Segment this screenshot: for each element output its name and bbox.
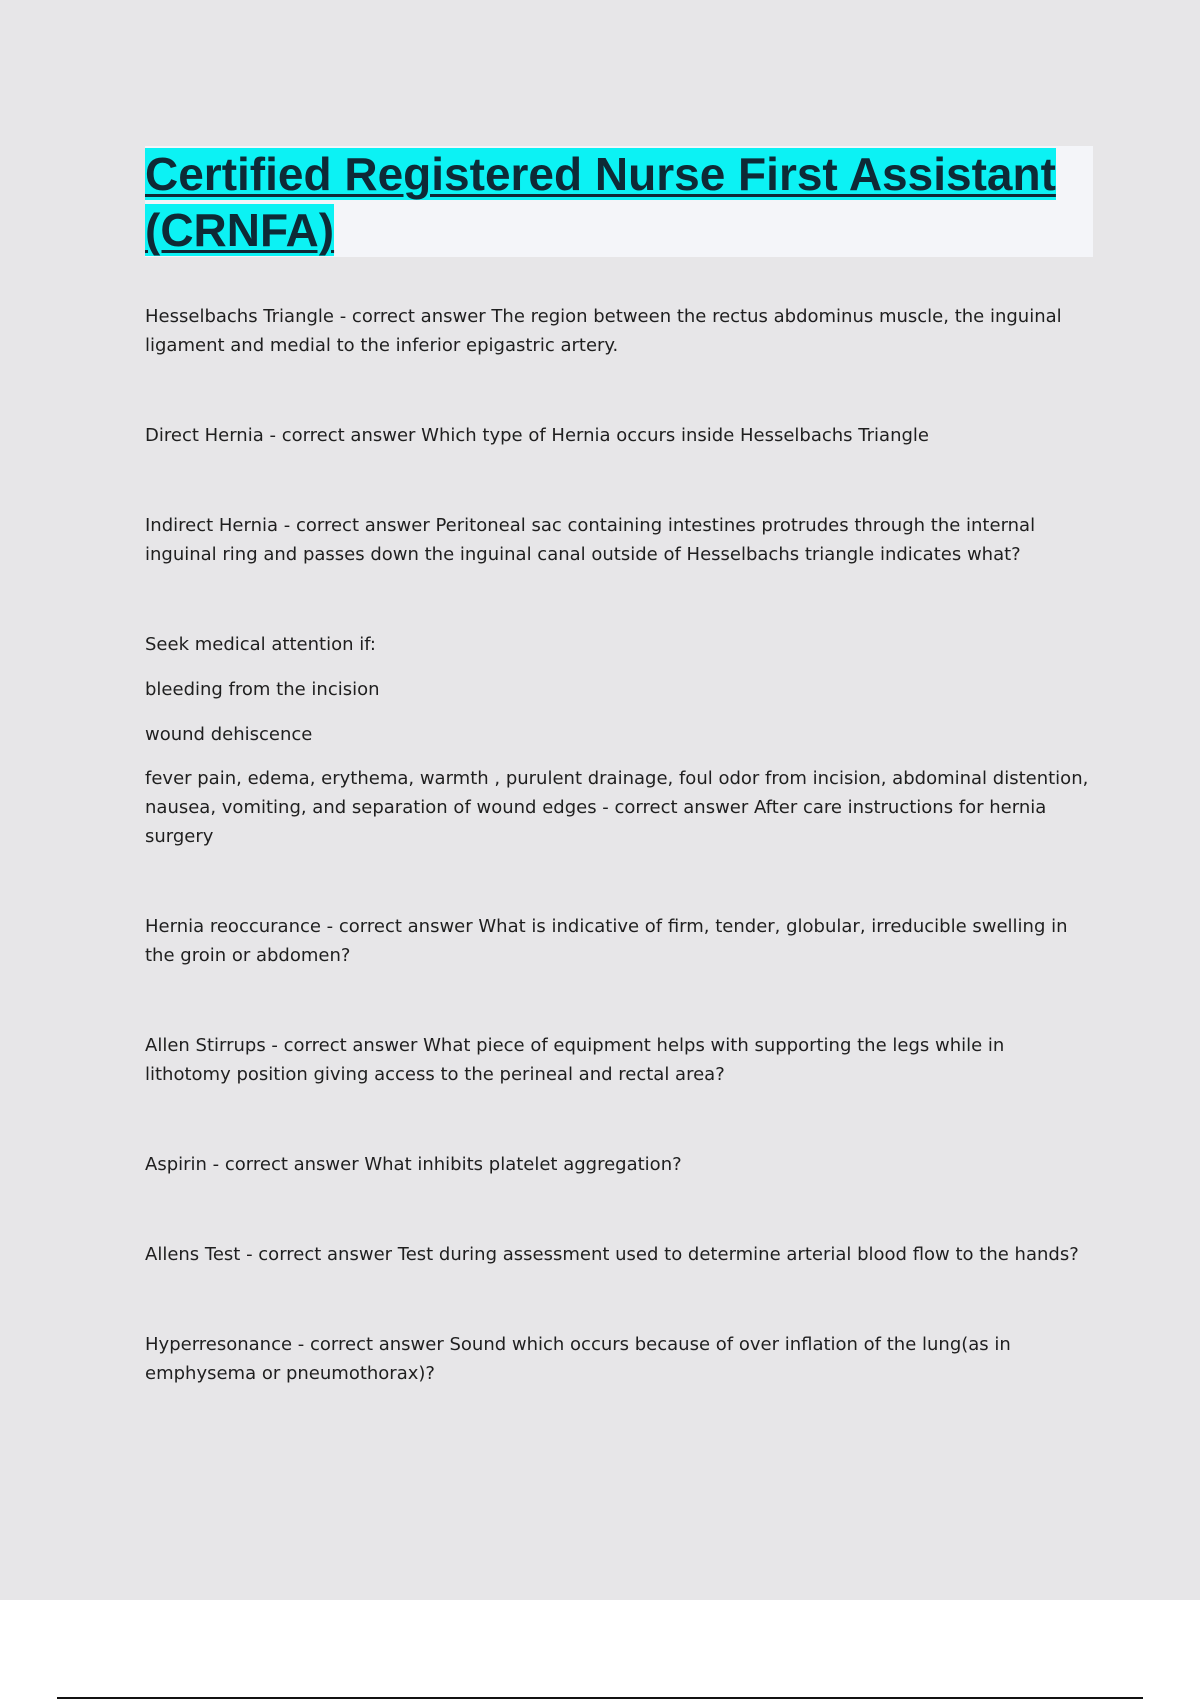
entry-seek-medical-attention: Seek medical attention if: — [145, 634, 376, 655]
entry-allens-test: Allens Test - correct answer Test during assessment used to determine arterial blood flow to the hands? — [145, 1244, 1079, 1265]
entry-bleeding-from-incision: bleeding from the incision — [145, 679, 380, 700]
entry-hyperresonance: Hyperresonance - correct answer Sound which occurs because of over inflation of the lung(as in emphysema or pneumothorax)? — [145, 1334, 1011, 1384]
entry-wound-dehiscence: wound dehiscence — [145, 724, 313, 745]
entry-hernia-reoccurance: Hernia reoccurance - correct answer What is indicative of firm, tender, globular, irreducible swelling in the groin or abdomen? — [145, 916, 1068, 966]
entry-direct-hernia: Direct Hernia - correct answer Which type of Hernia occurs inside Hesselbachs Triangle — [145, 425, 929, 446]
entry-after-care-instructions: fever pain, edema, erythema, warmth , purulent drainage, foul odor from incision, abdominal distention, nausea, vomiting, and separation of wound edges - correct answer After care instructions for hernia surgery — [145, 768, 1089, 847]
entry-aspirin: Aspirin - correct answer What inhibits platelet aggregation? — [145, 1154, 682, 1175]
document-title — [145, 146, 1093, 258]
entry-allen-stirrups: Allen Stirrups - correct answer What piece of equipment helps with supporting the legs while in lithotomy position giving access to the perineal and rectal area? — [145, 1035, 1005, 1085]
document-title-text: Certified Registered Nurse First Assistant (CRNFA) — [145, 148, 1056, 256]
document-content — [145, 302, 1090, 1388]
footer-divider — [57, 1697, 1143, 1699]
entry-hesselbachs-triangle: Hesselbachs Triangle - correct answer The region between the rectus abdominus muscle, the inguinal ligament and medial to the inferior epigastric artery. — [145, 306, 1062, 356]
entry-indirect-hernia: Indirect Hernia - correct answer Peritoneal sac containing intestines protrudes through the internal inguinal ring and passes down the inguinal canal outside of Hesselbachs triangle indicates what? — [145, 515, 1036, 565]
title-box — [145, 146, 1093, 257]
